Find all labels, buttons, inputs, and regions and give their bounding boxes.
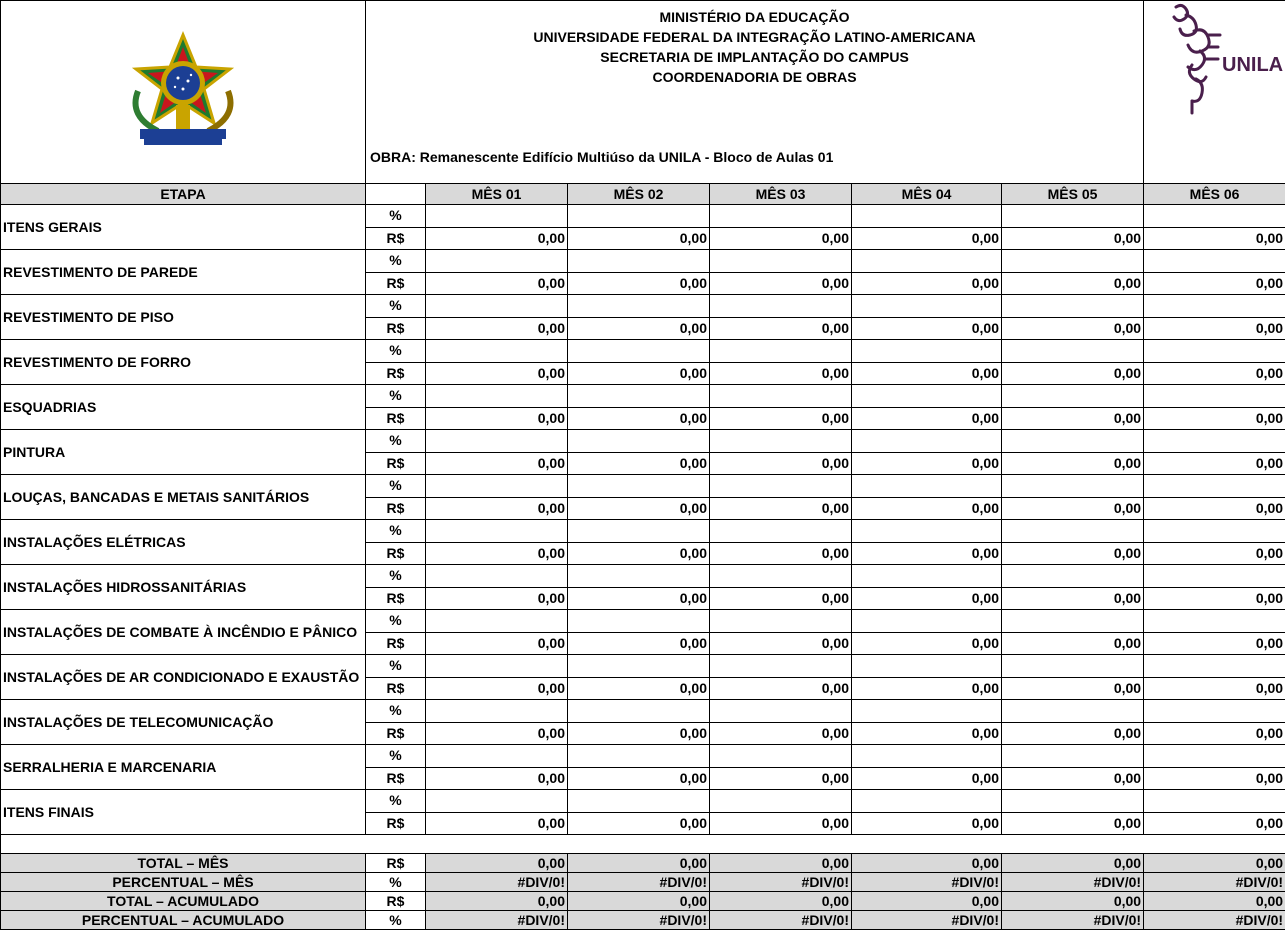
currency-unit: R$ (366, 722, 426, 745)
totals-value: 0,00 (568, 892, 710, 911)
stage-percent-row (1, 475, 1285, 498)
value-cell[interactable]: 0,00 (1002, 272, 1144, 295)
stage-name: ESQUADRIAS (1, 385, 366, 430)
percent-cell[interactable] (426, 250, 568, 273)
percent-unit: % (366, 610, 426, 633)
value-cell[interactable]: 0,00 (568, 677, 710, 700)
document-header (1, 1, 1285, 184)
percent-cell[interactable] (852, 790, 1002, 813)
percent-cell[interactable] (1144, 295, 1285, 318)
value-cell[interactable]: 0,00 (1144, 317, 1285, 340)
percent-cell[interactable] (852, 250, 1002, 273)
value-cell[interactable]: 0,00 (852, 227, 1002, 250)
percent-unit: % (366, 475, 426, 498)
percent-cell[interactable] (426, 340, 568, 363)
value-cell[interactable]: 0,00 (426, 497, 568, 520)
header-line: MINISTÉRIO DA EDUCAÇÃO (659, 9, 850, 25)
value-cell[interactable]: 0,00 (426, 677, 568, 700)
percent-cell[interactable] (426, 565, 568, 588)
value-cell[interactable]: 0,00 (710, 587, 852, 610)
percent-cell[interactable] (568, 205, 710, 228)
percent-cell[interactable] (1002, 385, 1144, 408)
stage-percent-row (1, 700, 1285, 723)
currency-unit: R$ (366, 812, 426, 835)
currency-unit: R$ (366, 632, 426, 655)
percent-cell[interactable] (710, 565, 852, 588)
totals-value: #DIV/0! (1002, 873, 1144, 892)
totals-value: #DIV/0! (710, 911, 852, 930)
value-cell[interactable]: 0,00 (1002, 767, 1144, 790)
percent-cell[interactable] (852, 745, 1002, 768)
value-cell[interactable]: 0,00 (426, 452, 568, 475)
month-column-header: MÊS 03 (710, 184, 852, 205)
percent-cell[interactable] (1144, 655, 1285, 678)
percent-cell[interactable] (852, 565, 1002, 588)
percent-cell[interactable] (1002, 520, 1144, 543)
currency-unit: R$ (366, 317, 426, 340)
unit-column-header (366, 184, 426, 205)
value-cell[interactable]: 0,00 (710, 497, 852, 520)
totals-unit: % (366, 873, 426, 892)
header-lines (366, 1, 1143, 87)
value-cell[interactable]: 0,00 (426, 812, 568, 835)
value-cell[interactable]: 0,00 (852, 497, 1002, 520)
value-cell[interactable]: 0,00 (1144, 722, 1285, 745)
value-cell[interactable]: 0,00 (852, 587, 1002, 610)
right-logo-cell (1144, 1, 1285, 184)
percent-cell[interactable] (1144, 430, 1285, 453)
stage-name: INSTALAÇÕES DE TELECOMUNICAÇÃO (1, 700, 366, 745)
percent-cell[interactable] (426, 295, 568, 318)
percent-unit: % (366, 205, 426, 228)
value-cell[interactable]: 0,00 (710, 362, 852, 385)
month-column-header: MÊS 05 (1002, 184, 1144, 205)
value-cell[interactable]: 0,00 (426, 272, 568, 295)
stage-percent-row (1, 340, 1285, 363)
stage-name: REVESTIMENTO DE PAREDE (1, 250, 366, 295)
percent-cell[interactable] (568, 790, 710, 813)
totals-value: 0,00 (852, 854, 1002, 873)
obra-title: OBRA: Remanescente Edifício Multiúso da UNILA - Bloco de Aulas 01 (370, 149, 834, 166)
month-column-header: MÊS 04 (852, 184, 1002, 205)
header-title-cell (366, 1, 1144, 184)
value-cell[interactable]: 0,00 (1144, 407, 1285, 430)
totals-value: 0,00 (1144, 854, 1285, 873)
percent-cell[interactable] (426, 790, 568, 813)
percent-unit: % (366, 340, 426, 363)
value-cell[interactable]: 0,00 (426, 227, 568, 250)
value-cell[interactable]: 0,00 (426, 767, 568, 790)
value-cell[interactable]: 0,00 (568, 452, 710, 475)
totals-value: 0,00 (426, 892, 568, 911)
percent-cell[interactable] (852, 610, 1002, 633)
totals-row (1, 911, 1285, 930)
header-line: UNIVERSIDADE FEDERAL DA INTEGRAÇÃO LATINO-AMERICANA (533, 29, 976, 45)
value-cell[interactable]: 0,00 (710, 812, 852, 835)
value-cell[interactable]: 0,00 (710, 542, 852, 565)
value-cell[interactable]: 0,00 (568, 632, 710, 655)
value-cell[interactable]: 0,00 (710, 272, 852, 295)
percent-cell[interactable] (1002, 340, 1144, 363)
value-cell[interactable]: 0,00 (852, 407, 1002, 430)
percent-unit: % (366, 250, 426, 273)
percent-cell[interactable] (1144, 250, 1285, 273)
percent-cell[interactable] (710, 385, 852, 408)
stage-name: INSTALAÇÕES ELÉTRICAS (1, 520, 366, 565)
percent-cell[interactable] (426, 385, 568, 408)
value-cell[interactable]: 0,00 (852, 542, 1002, 565)
percent-cell[interactable] (568, 655, 710, 678)
value-cell[interactable]: 0,00 (1002, 362, 1144, 385)
value-cell[interactable]: 0,00 (852, 722, 1002, 745)
percent-unit: % (366, 655, 426, 678)
value-cell[interactable]: 0,00 (710, 632, 852, 655)
stage-percent-row (1, 520, 1285, 543)
value-cell[interactable]: 0,00 (852, 812, 1002, 835)
value-cell[interactable]: 0,00 (852, 632, 1002, 655)
percent-unit: % (366, 295, 426, 318)
value-cell[interactable]: 0,00 (568, 272, 710, 295)
totals-label: TOTAL – MÊS (1, 854, 366, 873)
percent-cell[interactable] (710, 205, 852, 228)
percent-cell[interactable] (1002, 250, 1144, 273)
totals-value: 0,00 (710, 892, 852, 911)
currency-unit: R$ (366, 227, 426, 250)
totals-value: #DIV/0! (568, 911, 710, 930)
value-cell[interactable]: 0,00 (710, 317, 852, 340)
totals-label: PERCENTUAL – ACUMULADO (1, 911, 366, 930)
totals-row (1, 892, 1285, 911)
percent-unit: % (366, 745, 426, 768)
value-cell[interactable]: 0,00 (568, 407, 710, 430)
stage-name: INSTALAÇÕES DE COMBATE À INCÊNDIO E PÂNICO (1, 610, 366, 655)
stage-name: INSTALAÇÕES DE AR CONDICIONADO E EXAUSTÃO (1, 655, 366, 700)
unila-logo-text: UNILA (1222, 54, 1284, 76)
percent-cell[interactable] (568, 745, 710, 768)
percent-cell[interactable] (1002, 790, 1144, 813)
percent-cell[interactable] (1002, 295, 1144, 318)
spacer-cell (1, 835, 1285, 854)
percent-cell[interactable] (1144, 565, 1285, 588)
totals-value: 0,00 (1002, 892, 1144, 911)
value-cell[interactable]: 0,00 (1002, 632, 1144, 655)
value-cell[interactable]: 0,00 (1144, 767, 1285, 790)
value-cell[interactable]: 0,00 (426, 362, 568, 385)
stage-percent-row (1, 385, 1285, 408)
month-column-header: MÊS 01 (426, 184, 568, 205)
totals-value: #DIV/0! (852, 911, 1002, 930)
percent-cell[interactable] (852, 475, 1002, 498)
value-cell[interactable]: 0,00 (426, 722, 568, 745)
stage-percent-row (1, 610, 1285, 633)
spacer-row (1, 835, 1285, 854)
value-cell[interactable]: 0,00 (852, 362, 1002, 385)
value-cell[interactable]: 0,00 (1144, 362, 1285, 385)
percent-cell[interactable] (568, 520, 710, 543)
value-cell[interactable]: 0,00 (1144, 272, 1285, 295)
percent-cell[interactable] (710, 340, 852, 363)
percent-unit: % (366, 430, 426, 453)
value-cell[interactable]: 0,00 (852, 767, 1002, 790)
totals-label: TOTAL – ACUMULADO (1, 892, 366, 911)
totals-value: #DIV/0! (1144, 911, 1285, 930)
percent-cell[interactable] (1144, 610, 1285, 633)
value-cell[interactable]: 0,00 (568, 317, 710, 340)
stage-percent-row (1, 205, 1285, 228)
percent-cell[interactable] (568, 610, 710, 633)
percent-cell[interactable] (852, 340, 1002, 363)
percent-cell[interactable] (852, 700, 1002, 723)
value-cell[interactable]: 0,00 (1144, 497, 1285, 520)
currency-unit: R$ (366, 272, 426, 295)
value-cell[interactable]: 0,00 (568, 227, 710, 250)
value-cell[interactable]: 0,00 (1002, 227, 1144, 250)
totals-value: 0,00 (426, 854, 568, 873)
stage-name: ITENS FINAIS (1, 790, 366, 835)
totals-value: #DIV/0! (426, 873, 568, 892)
value-cell[interactable]: 0,00 (710, 722, 852, 745)
totals-row (1, 854, 1285, 873)
column-header-row (1, 184, 1285, 205)
value-cell[interactable]: 0,00 (568, 722, 710, 745)
percent-cell[interactable] (1144, 385, 1285, 408)
totals-value: #DIV/0! (426, 911, 568, 930)
value-cell[interactable]: 0,00 (710, 227, 852, 250)
value-cell[interactable]: 0,00 (852, 272, 1002, 295)
percent-unit: % (366, 385, 426, 408)
percent-cell[interactable] (852, 205, 1002, 228)
value-cell[interactable]: 0,00 (1144, 452, 1285, 475)
left-logo-cell (1, 1, 366, 184)
percent-cell[interactable] (1002, 475, 1144, 498)
stage-name: REVESTIMENTO DE FORRO (1, 340, 366, 385)
totals-unit: % (366, 911, 426, 930)
month-column-header: MÊS 02 (568, 184, 710, 205)
currency-unit: R$ (366, 587, 426, 610)
value-cell[interactable]: 0,00 (852, 317, 1002, 340)
currency-unit: R$ (366, 362, 426, 385)
percent-cell[interactable] (1002, 205, 1144, 228)
stage-name: LOUÇAS, BANCADAS E METAIS SANITÁRIOS (1, 475, 366, 520)
stage-name: SERRALHERIA E MARCENARIA (1, 745, 366, 790)
percent-cell[interactable] (426, 745, 568, 768)
stage-name: PINTURA (1, 430, 366, 475)
value-cell[interactable]: 0,00 (852, 452, 1002, 475)
percent-cell[interactable] (1144, 340, 1285, 363)
percent-cell[interactable] (568, 700, 710, 723)
value-cell[interactable]: 0,00 (568, 362, 710, 385)
percent-cell[interactable] (1002, 565, 1144, 588)
stage-name: INSTALAÇÕES HIDROSSANITÁRIAS (1, 565, 366, 610)
value-cell[interactable]: 0,00 (1002, 722, 1144, 745)
stage-percent-row (1, 745, 1285, 768)
percent-cell[interactable] (1002, 700, 1144, 723)
value-cell[interactable]: 0,00 (1002, 677, 1144, 700)
totals-value: 0,00 (852, 892, 1002, 911)
percent-cell[interactable] (426, 430, 568, 453)
percent-unit: % (366, 565, 426, 588)
percent-cell[interactable] (852, 385, 1002, 408)
currency-unit: R$ (366, 677, 426, 700)
totals-label: PERCENTUAL – MÊS (1, 873, 366, 892)
percent-cell[interactable] (568, 340, 710, 363)
totals-value: 0,00 (568, 854, 710, 873)
value-cell[interactable]: 0,00 (1144, 812, 1285, 835)
brasao-republica-icon (118, 31, 248, 151)
percent-cell[interactable] (710, 655, 852, 678)
value-cell[interactable]: 0,00 (426, 587, 568, 610)
percent-unit: % (366, 700, 426, 723)
percent-cell[interactable] (852, 295, 1002, 318)
value-cell[interactable]: 0,00 (426, 632, 568, 655)
percent-cell[interactable] (426, 700, 568, 723)
currency-unit: R$ (366, 452, 426, 475)
percent-cell[interactable] (426, 610, 568, 633)
percent-cell[interactable] (426, 655, 568, 678)
value-cell[interactable]: 0,00 (426, 317, 568, 340)
percent-cell[interactable] (710, 520, 852, 543)
value-cell[interactable]: 0,00 (426, 542, 568, 565)
totals-value: #DIV/0! (852, 873, 1002, 892)
percent-cell[interactable] (710, 250, 852, 273)
percent-cell[interactable] (852, 430, 1002, 453)
value-cell[interactable]: 0,00 (1144, 587, 1285, 610)
stage-percent-row (1, 295, 1285, 318)
stage-name: ITENS GERAIS (1, 205, 366, 250)
value-cell[interactable]: 0,00 (1144, 677, 1285, 700)
month-column-header: MÊS 06 (1144, 184, 1285, 205)
percent-cell[interactable] (852, 655, 1002, 678)
value-cell[interactable]: 0,00 (1144, 632, 1285, 655)
totals-row (1, 873, 1285, 892)
percent-cell[interactable] (568, 565, 710, 588)
percent-cell[interactable] (710, 430, 852, 453)
value-cell[interactable]: 0,00 (710, 677, 852, 700)
percent-cell[interactable] (426, 520, 568, 543)
percent-cell[interactable] (710, 295, 852, 318)
unila-logo-icon (1146, 1, 1285, 121)
totals-value: 0,00 (1002, 854, 1144, 873)
percent-cell[interactable] (426, 475, 568, 498)
totals-unit: R$ (366, 854, 426, 873)
value-cell[interactable]: 0,00 (426, 407, 568, 430)
value-cell[interactable]: 0,00 (1002, 542, 1144, 565)
totals-value: 0,00 (710, 854, 852, 873)
value-cell[interactable]: 0,00 (710, 407, 852, 430)
percent-cell[interactable] (852, 520, 1002, 543)
percent-cell[interactable] (710, 790, 852, 813)
percent-cell[interactable] (710, 610, 852, 633)
totals-value: #DIV/0! (1002, 911, 1144, 930)
percent-cell[interactable] (1144, 205, 1285, 228)
percent-cell[interactable] (1002, 610, 1144, 633)
value-cell[interactable]: 0,00 (1002, 587, 1144, 610)
value-cell[interactable]: 0,00 (568, 542, 710, 565)
percent-cell[interactable] (1144, 520, 1285, 543)
value-cell[interactable]: 0,00 (1144, 542, 1285, 565)
stage-column-header: ETAPA (1, 184, 366, 205)
percent-cell[interactable] (1144, 475, 1285, 498)
stage-percent-row (1, 565, 1285, 588)
stage-name: REVESTIMENTO DE PISO (1, 295, 366, 340)
value-cell[interactable]: 0,00 (1002, 452, 1144, 475)
value-cell[interactable]: 0,00 (568, 812, 710, 835)
currency-unit: R$ (366, 542, 426, 565)
currency-unit: R$ (366, 497, 426, 520)
value-cell[interactable]: 0,00 (1002, 497, 1144, 520)
percent-cell[interactable] (710, 745, 852, 768)
percent-cell[interactable] (568, 475, 710, 498)
header-line: COORDENADORIA DE OBRAS (652, 69, 857, 85)
currency-unit: R$ (366, 767, 426, 790)
percent-unit: % (366, 790, 426, 813)
percent-cell[interactable] (1144, 790, 1285, 813)
totals-value: #DIV/0! (710, 873, 852, 892)
percent-cell[interactable] (1002, 745, 1144, 768)
percent-cell[interactable] (1144, 700, 1285, 723)
stage-percent-row (1, 655, 1285, 678)
totals-unit: R$ (366, 892, 426, 911)
percent-cell[interactable] (710, 700, 852, 723)
percent-cell[interactable] (568, 385, 710, 408)
stage-percent-row (1, 250, 1285, 273)
value-cell[interactable]: 0,00 (710, 767, 852, 790)
value-cell[interactable]: 0,00 (568, 767, 710, 790)
value-cell[interactable]: 0,00 (852, 677, 1002, 700)
value-cell[interactable]: 0,00 (568, 587, 710, 610)
percent-cell[interactable] (568, 430, 710, 453)
percent-cell[interactable] (1144, 745, 1285, 768)
value-cell[interactable]: 0,00 (710, 452, 852, 475)
percent-cell[interactable] (568, 250, 710, 273)
percent-cell[interactable] (710, 475, 852, 498)
totals-value: 0,00 (1144, 892, 1285, 911)
percent-unit: % (366, 520, 426, 543)
header-line: SECRETARIA DE IMPLANTAÇÃO DO CAMPUS (600, 49, 909, 65)
currency-unit: R$ (366, 407, 426, 430)
totals-value: #DIV/0! (568, 873, 710, 892)
percent-cell[interactable] (1002, 430, 1144, 453)
value-cell[interactable]: 0,00 (1144, 227, 1285, 250)
percent-cell[interactable] (1002, 655, 1144, 678)
value-cell[interactable]: 0,00 (1002, 407, 1144, 430)
percent-cell[interactable] (426, 205, 568, 228)
stage-percent-row (1, 430, 1285, 453)
value-cell[interactable]: 0,00 (1002, 812, 1144, 835)
percent-cell[interactable] (568, 295, 710, 318)
value-cell[interactable]: 0,00 (568, 497, 710, 520)
value-cell[interactable]: 0,00 (1002, 317, 1144, 340)
totals-value: #DIV/0! (1144, 873, 1285, 892)
stage-percent-row (1, 790, 1285, 813)
